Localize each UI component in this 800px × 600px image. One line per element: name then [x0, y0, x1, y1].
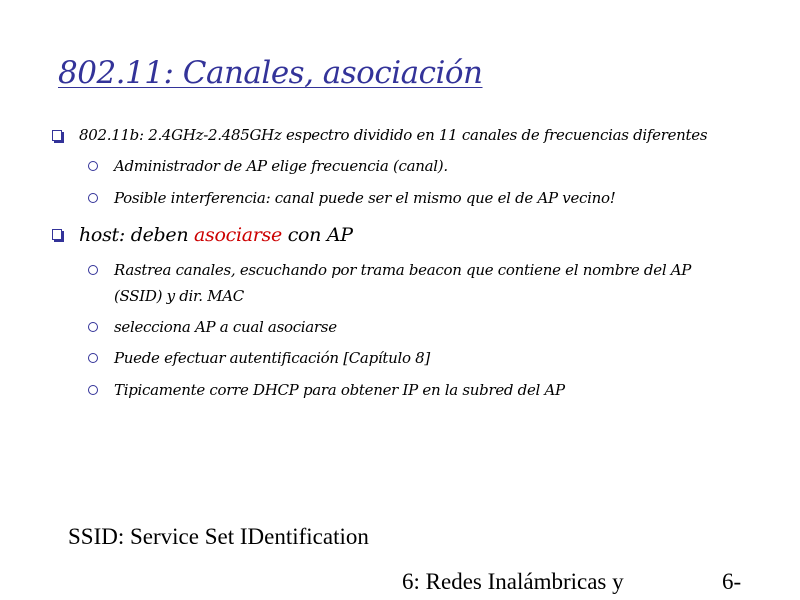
circle-bullet-icon	[88, 385, 98, 395]
slide-title: 802.11: Canales, asociación	[58, 55, 483, 91]
sub-bullet-text: selecciona AP a cual asociarse	[114, 318, 337, 336]
sub-bullet-text: Posible interferencia: canal puede ser el mismo que el de AP vecino!	[114, 189, 616, 207]
circle-bullet-icon	[88, 161, 98, 171]
footer-page-number: 6-	[722, 569, 742, 594]
sub-bullet-text: Puede efectuar autentificación [Capítulo 8]	[114, 349, 430, 367]
bullet-text: 802.11b: 2.4GHz-2.485GHz espectro dividido en 11 canales de frecuencias diferentes	[79, 126, 708, 144]
circle-bullet-icon	[88, 353, 98, 363]
highlighted-word: asociarse	[194, 224, 282, 246]
circle-bullet-icon	[88, 265, 98, 275]
circle-bullet-icon	[88, 322, 98, 332]
bullet-text-suffix: con AP	[281, 224, 353, 246]
bullet-text	[79, 224, 353, 246]
ssid-footnote: SSID: Service Set IDentification	[68, 524, 369, 549]
square-bullet-icon	[52, 229, 62, 240]
square-bullet-icon	[52, 130, 62, 141]
circle-bullet-icon	[88, 193, 98, 203]
sub-bullet-text: Administrador de AP elige frecuencia (canal).	[114, 157, 448, 175]
footer-chapter: 6: Redes Inalámbricas y	[402, 569, 624, 594]
sub-bullet-text-line1: Rastrea canales, escuchando por trama beacon que contiene el nombre del AP	[114, 261, 692, 279]
bullet-text-prefix: host: deben	[79, 224, 194, 246]
sub-bullet-text-line2: (SSID) y dir. MAC	[114, 287, 244, 305]
sub-bullet-text: Tipicamente corre DHCP para obtener IP en la subred del AP	[114, 381, 565, 399]
